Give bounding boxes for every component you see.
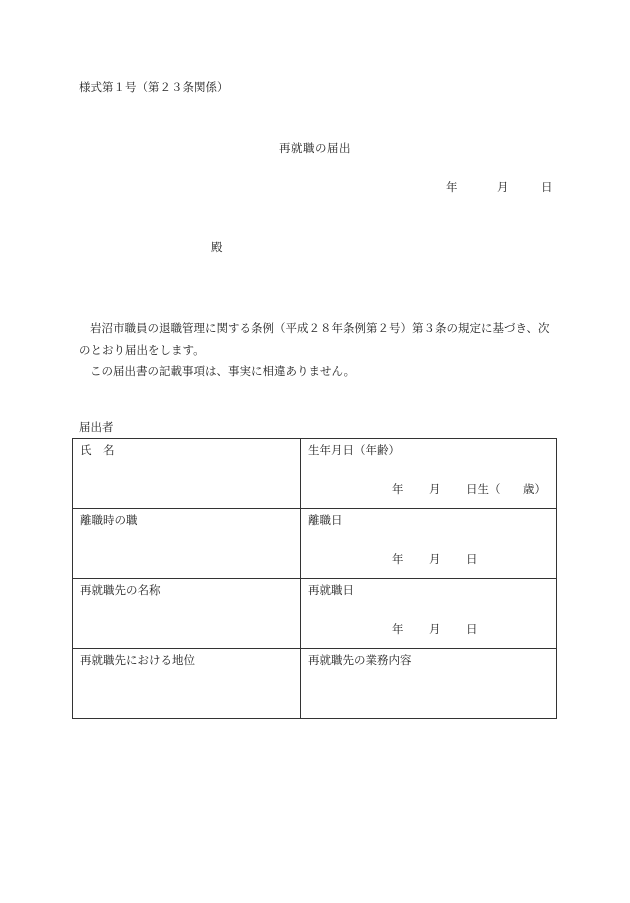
- form-number: 様式第１号（第２３条関係）: [79, 82, 229, 94]
- name-label: 氏 名: [80, 445, 115, 457]
- submitter-info-table: [72, 438, 557, 719]
- date-year-label: 年: [446, 182, 458, 194]
- retirement-day-label: 日: [466, 554, 478, 566]
- position-at-retirement-cell: [73, 509, 301, 579]
- reemployment-date-label: 再就職日: [308, 585, 354, 597]
- reemployment-year-label: 年: [392, 624, 404, 636]
- birthdate-fields: [392, 482, 562, 498]
- name-cell: [73, 439, 301, 509]
- document-title: 再就職の届出: [279, 143, 351, 155]
- table-row: [73, 579, 557, 649]
- body-paragraph-attestation: この届出書の記載事項は、事実に相違ありません。: [90, 366, 356, 378]
- new-position-cell: [73, 649, 301, 719]
- reemployment-date-fields: [392, 622, 562, 638]
- new-job-description-cell: [301, 649, 557, 719]
- birthdate-label: 生年月日（年齢）: [308, 445, 400, 457]
- addressee-honorific: 殿: [211, 242, 223, 254]
- retirement-date-fields: [392, 552, 562, 568]
- age-label: 歳）: [523, 484, 546, 496]
- new-job-description-label: 再就職先の業務内容: [308, 655, 412, 667]
- birthdate-month-label: 月: [429, 484, 441, 496]
- table-row: [73, 649, 557, 719]
- body-paragraph-declaration: 岩沼市職員の退職管理に関する条例（平成２８年条例第２号）第３条の規定に基づき、次のとおり届出をします。: [79, 323, 550, 357]
- new-employer-cell: [73, 579, 301, 649]
- new-employer-label: 再就職先の名称: [80, 585, 161, 597]
- date-month-label: 月: [497, 182, 509, 194]
- retirement-month-label: 月: [429, 554, 441, 566]
- table-row: [73, 439, 557, 509]
- birthdate-year-label: 年: [392, 484, 404, 496]
- submitter-label: 届出者: [79, 422, 114, 434]
- reemployment-day-label: 日: [466, 624, 478, 636]
- retirement-date-label: 離職日: [308, 515, 343, 527]
- date-day-label: 日: [541, 182, 553, 194]
- birthdate-day-label: 日生（: [466, 484, 501, 496]
- position-at-retirement-label: 離職時の職: [80, 515, 138, 527]
- new-position-label: 再就職先における地位: [80, 655, 195, 667]
- table-row: [73, 509, 557, 579]
- reemployment-month-label: 月: [429, 624, 441, 636]
- reemployment-date-cell: [301, 579, 557, 649]
- retirement-date-cell: [301, 509, 557, 579]
- retirement-year-label: 年: [392, 554, 404, 566]
- submission-date: [446, 180, 556, 198]
- birthdate-cell: [301, 439, 557, 509]
